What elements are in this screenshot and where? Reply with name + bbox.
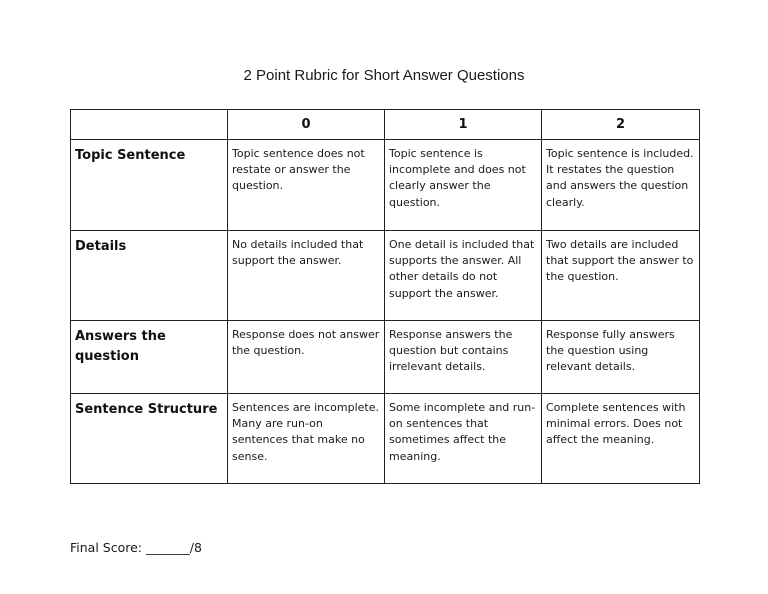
descriptor-cell <box>228 140 385 231</box>
rubric-row-details <box>71 231 700 321</box>
descriptor-cell <box>542 321 700 394</box>
header-score-2: 2 <box>542 110 700 140</box>
rubric-table <box>70 109 700 484</box>
descriptor-cell <box>542 231 700 321</box>
document-title: 2 Point Rubric for Short Answer Questions <box>243 67 525 84</box>
rubric-row-topic-sentence <box>71 140 700 231</box>
descriptor-cell <box>385 140 542 231</box>
criterion-label: Sentence Structure <box>75 402 218 417</box>
descriptor-text: Response fully answers the question using relevant details. <box>546 328 675 374</box>
final-score-line: Final Score: _______/8 <box>70 540 202 555</box>
criterion-cell <box>71 321 228 394</box>
rubric-row-sentence-structure <box>71 394 700 484</box>
header-blank-cell <box>71 110 228 140</box>
descriptor-cell <box>542 394 700 484</box>
descriptor-text: No details included that support the answer. <box>232 238 364 268</box>
descriptor-text: Some incomplete and run-on sentences that sometimes affect the meaning. <box>389 401 536 463</box>
descriptor-cell <box>228 231 385 321</box>
descriptor-cell <box>228 394 385 484</box>
descriptor-cell <box>385 321 542 394</box>
descriptor-cell <box>385 394 542 484</box>
descriptor-text: Response answers the question but contains irrelevant details. <box>389 328 513 374</box>
criterion-label: Topic Sentence <box>75 148 186 163</box>
descriptor-text: Response does not answer the question. <box>232 328 380 358</box>
criterion-cell <box>71 140 228 231</box>
rubric-row-answers-the-question <box>71 321 700 394</box>
descriptor-cell <box>542 140 700 231</box>
descriptor-cell <box>228 321 385 394</box>
header-score-0: 0 <box>228 110 385 140</box>
descriptor-text: Topic sentence is incomplete and does not clearly answer the question. <box>389 147 526 209</box>
header-score-1: 1 <box>385 110 542 140</box>
descriptor-cell <box>385 231 542 321</box>
criterion-cell <box>71 231 228 321</box>
descriptor-text: Two details are included that support the answer to the question. <box>546 238 694 284</box>
rubric-header-row <box>71 110 700 140</box>
descriptor-text: Topic sentence does not restate or answer the question. <box>232 147 365 193</box>
descriptor-text: Complete sentences with minimal errors. Does not affect the meaning. <box>546 401 686 447</box>
criterion-cell <box>71 394 228 484</box>
descriptor-text: One detail is included that supports the answer. All other details do not support the answer. <box>389 238 535 300</box>
criterion-label: Answers the question <box>75 329 166 364</box>
descriptor-text: Topic sentence is included. It restates the question and answers the question clearly. <box>546 147 694 209</box>
descriptor-text: Sentences are incomplete. Many are run-on sentences that make no sense. <box>232 401 380 463</box>
criterion-label: Details <box>75 239 127 254</box>
